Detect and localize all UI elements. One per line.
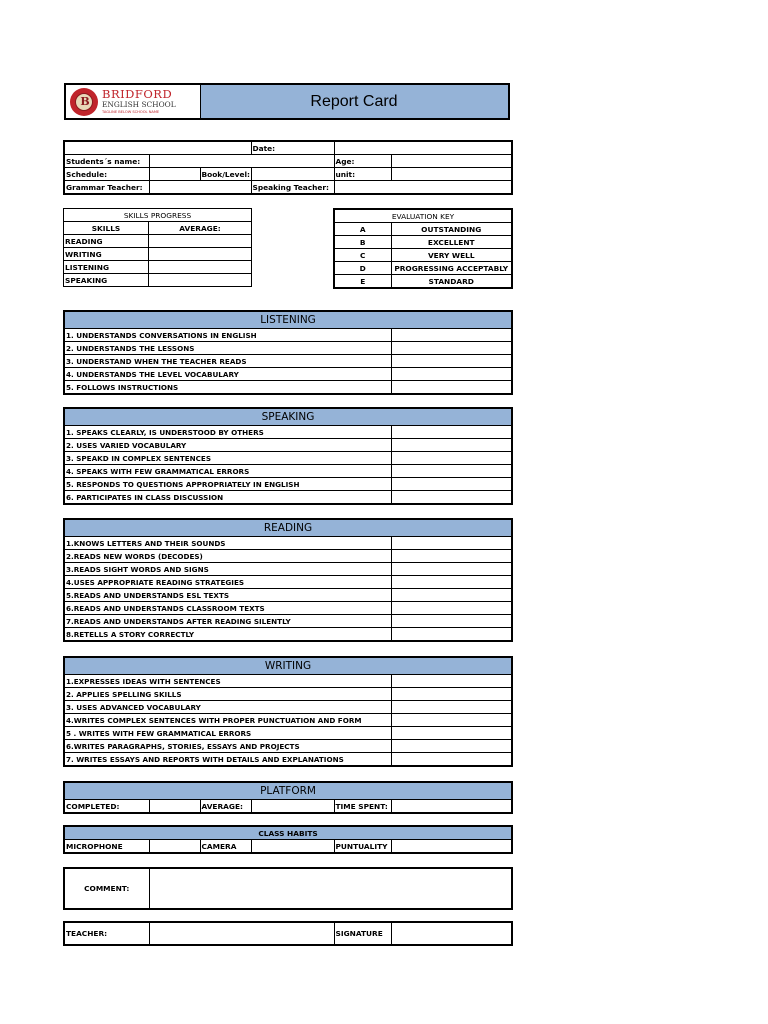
writing-grade-cell[interactable] <box>391 701 512 714</box>
school-subname: ENGLISH SCHOOL <box>102 100 176 109</box>
grade-e: E <box>334 275 391 289</box>
puntuality-field[interactable] <box>391 840 512 854</box>
speaking-grade-cell[interactable] <box>391 439 512 452</box>
grammar-teacher-field[interactable] <box>149 181 251 195</box>
reading-grade-cell[interactable] <box>391 550 512 563</box>
platform-average-field[interactable] <box>251 800 334 814</box>
reading-title: READING <box>64 519 512 537</box>
grade-d: D <box>334 262 391 275</box>
reading-item: 7.READS AND UNDERSTANDS AFTER READING SILENTLY <box>64 615 391 628</box>
reading-grade-cell[interactable] <box>391 576 512 589</box>
listening-item: 5. FOLLOWS INSTRUCTIONS <box>64 381 391 395</box>
school-tagline: TAGLINE BELOW SCHOOL NAME <box>102 110 160 114</box>
speaking-title: SPEAKING <box>64 408 512 426</box>
listening-item: 4. UNDERSTANDS THE LEVEL VOCABULARY <box>64 368 391 381</box>
skill-listening-average[interactable] <box>149 261 252 274</box>
speaking-grade-cell[interactable] <box>391 478 512 491</box>
platform-average-label: AVERAGE: <box>200 800 251 814</box>
platform-section <box>63 781 513 814</box>
listening-section <box>63 310 513 395</box>
writing-grade-cell[interactable] <box>391 740 512 753</box>
student-name-label: Students´s name: <box>64 155 149 168</box>
reading-item: 8.RETELLS A STORY CORRECTLY <box>64 628 391 642</box>
grade-b: B <box>334 236 391 249</box>
writing-item: 3. USES ADVANCED VOCABULARY <box>64 701 391 714</box>
grade-a-label: OUTSTANDING <box>391 223 512 236</box>
writing-grade-cell[interactable] <box>391 714 512 727</box>
signature-label: SIGNATURE <box>334 922 391 945</box>
writing-item: 6.WRITES PARAGRAPHS, STORIES, ESSAYS AND PROJECTS <box>64 740 391 753</box>
student-info-table <box>63 140 513 195</box>
writing-grade-cell[interactable] <box>391 753 512 767</box>
reading-grade-cell[interactable] <box>391 537 512 550</box>
teacher-label: TEACHER: <box>64 922 149 945</box>
speaking-item: 6. PARTICIPATES IN CLASS DISCUSSION <box>64 491 391 505</box>
writing-item: 4.WRITES COMPLEX SENTENCES WITH PROPER PUNCTUATION AND FORM <box>64 714 391 727</box>
date-field[interactable] <box>334 141 512 155</box>
unit-label: unit: <box>334 168 391 181</box>
writing-grade-cell[interactable] <box>391 688 512 701</box>
reading-grade-cell[interactable] <box>391 615 512 628</box>
age-label: Age: <box>334 155 391 168</box>
schedule-label: Schedule: <box>64 168 149 181</box>
comment-field[interactable] <box>149 868 512 909</box>
camera-field[interactable] <box>251 840 334 854</box>
reading-grade-cell[interactable] <box>391 628 512 642</box>
skills-progress-title: SKILLS PROGRESS <box>64 209 252 222</box>
class-habits-section <box>63 825 513 854</box>
unit-field[interactable] <box>391 168 512 181</box>
puntuality-label: PUNTUALITY <box>334 840 391 854</box>
reading-grade-cell[interactable] <box>391 602 512 615</box>
reading-item: 4.USES APPROPRIATE READING STRATEGIES <box>64 576 391 589</box>
listening-grade-cell[interactable] <box>391 368 512 381</box>
skill-speaking: SPEAKING <box>64 274 149 287</box>
speaking-teacher-label: Speaking Teacher: <box>251 181 334 195</box>
writing-title: WRITING <box>64 657 512 675</box>
listening-item: 3. UNDERSTAND WHEN THE TEACHER READS <box>64 355 391 368</box>
listening-item: 2. UNDERSTANDS THE LESSONS <box>64 342 391 355</box>
speaking-item: 4. SPEAKS WITH FEW GRAMMATICAL ERRORS <box>64 465 391 478</box>
skills-column-header: SKILLS <box>64 222 149 235</box>
reading-item: 6.READS AND UNDERSTANDS CLASSROOM TEXTS <box>64 602 391 615</box>
speaking-section <box>63 407 513 505</box>
microphone-label: MICROPHONE <box>64 840 149 854</box>
speaking-grade-cell[interactable] <box>391 452 512 465</box>
grade-c-label: VERY WELL <box>391 249 512 262</box>
average-column-header: AVERAGE: <box>149 222 252 235</box>
evaluation-key-table <box>333 208 513 289</box>
writing-item: 5 . WRITES WITH FEW GRAMMATICAL ERRORS <box>64 727 391 740</box>
reading-item: 1.KNOWS LETTERS AND THEIR SOUNDS <box>64 537 391 550</box>
speaking-grade-cell[interactable] <box>391 426 512 439</box>
microphone-field[interactable] <box>149 840 200 854</box>
reading-item: 2.READS NEW WORDS (DECODES) <box>64 550 391 563</box>
writing-item: 1.EXPRESSES IDEAS WITH SENTENCES <box>64 675 391 688</box>
completed-label: COMPLETED: <box>64 800 149 814</box>
writing-item: 7. WRITES ESSAYS AND REPORTS WITH DETAILS AND EXPLANATIONS <box>64 753 391 767</box>
listening-grade-cell[interactable] <box>391 329 512 342</box>
reading-section <box>63 518 513 642</box>
grade-e-label: STANDARD <box>391 275 512 289</box>
speaking-item: 2. USES VARIED VOCABULARY <box>64 439 391 452</box>
grade-b-label: EXCELLENT <box>391 236 512 249</box>
book-level-label: Book/Level: <box>201 169 250 179</box>
book-level-field[interactable] <box>251 168 334 181</box>
skill-reading: READING <box>64 235 149 248</box>
report-header <box>64 83 510 120</box>
speaking-grade-cell[interactable] <box>391 491 512 505</box>
age-field[interactable] <box>391 155 512 168</box>
school-logo <box>66 85 201 118</box>
listening-grade-cell[interactable] <box>391 342 512 355</box>
class-habits-title: CLASS HABITS <box>64 826 512 840</box>
writing-grade-cell[interactable] <box>391 675 512 688</box>
student-name-field[interactable] <box>149 155 334 168</box>
speaking-item: 1. SPEAKS CLEARLY, IS UNDERSTOOD BY OTHERS <box>64 426 391 439</box>
reading-grade-cell[interactable] <box>391 589 512 602</box>
writing-grade-cell[interactable] <box>391 727 512 740</box>
platform-title: PLATFORM <box>64 782 512 800</box>
signature-field[interactable] <box>391 922 512 945</box>
comment-label: COMMENT: <box>64 868 149 909</box>
teacher-field[interactable] <box>149 922 334 945</box>
reading-item: 5.READS AND UNDERSTANDS ESL TEXTS <box>64 589 391 602</box>
reading-item: 3.READS SIGHT WORDS AND SIGNS <box>64 563 391 576</box>
teacher-signature-section <box>63 921 513 946</box>
time-spent-field[interactable] <box>391 800 512 814</box>
listening-grade-cell[interactable] <box>391 381 512 395</box>
evaluation-key-title: EVALUATION KEY <box>334 209 512 223</box>
reading-grade-cell[interactable] <box>391 563 512 576</box>
school-name: BRIDFORD <box>102 87 173 101</box>
time-spent-label: TIME SPENT: <box>334 800 391 814</box>
schedule-field[interactable] <box>149 168 200 181</box>
speaking-grade-cell[interactable] <box>391 465 512 478</box>
speaking-teacher-field[interactable] <box>334 181 512 195</box>
listening-item: 1. UNDERSTANDS CONVERSATIONS IN ENGLISH <box>64 329 391 342</box>
page-title: Report Card <box>310 93 398 110</box>
grade-c: C <box>334 249 391 262</box>
skill-listening: LISTENING <box>64 261 149 274</box>
speaking-item: 3. SPEAKD IN COMPLEX SENTENCES <box>64 452 391 465</box>
skills-progress-table <box>63 208 252 287</box>
school-seal-icon: B <box>70 88 98 116</box>
grade-a: A <box>334 223 391 236</box>
grammar-teacher-label: Grammar Teacher: <box>64 181 149 195</box>
writing-item: 2. APPLIES SPELLING SKILLS <box>64 688 391 701</box>
skill-writing: WRITING <box>64 248 149 261</box>
skill-writing-average[interactable] <box>149 248 252 261</box>
speaking-item: 5. RESPONDS TO QUESTIONS APPROPRIATELY IN ENGLISH <box>64 478 391 491</box>
grade-d-label: PROGRESSING ACCEPTABLY <box>391 262 512 275</box>
date-label: Date: <box>251 141 334 155</box>
skill-reading-average[interactable] <box>149 235 252 248</box>
listening-title: LISTENING <box>64 311 512 329</box>
listening-grade-cell[interactable] <box>391 355 512 368</box>
comment-section <box>63 867 513 910</box>
completed-field[interactable] <box>149 800 200 814</box>
writing-section <box>63 656 513 767</box>
camera-label: CAMERA <box>200 840 251 854</box>
skill-speaking-average[interactable] <box>149 274 252 287</box>
